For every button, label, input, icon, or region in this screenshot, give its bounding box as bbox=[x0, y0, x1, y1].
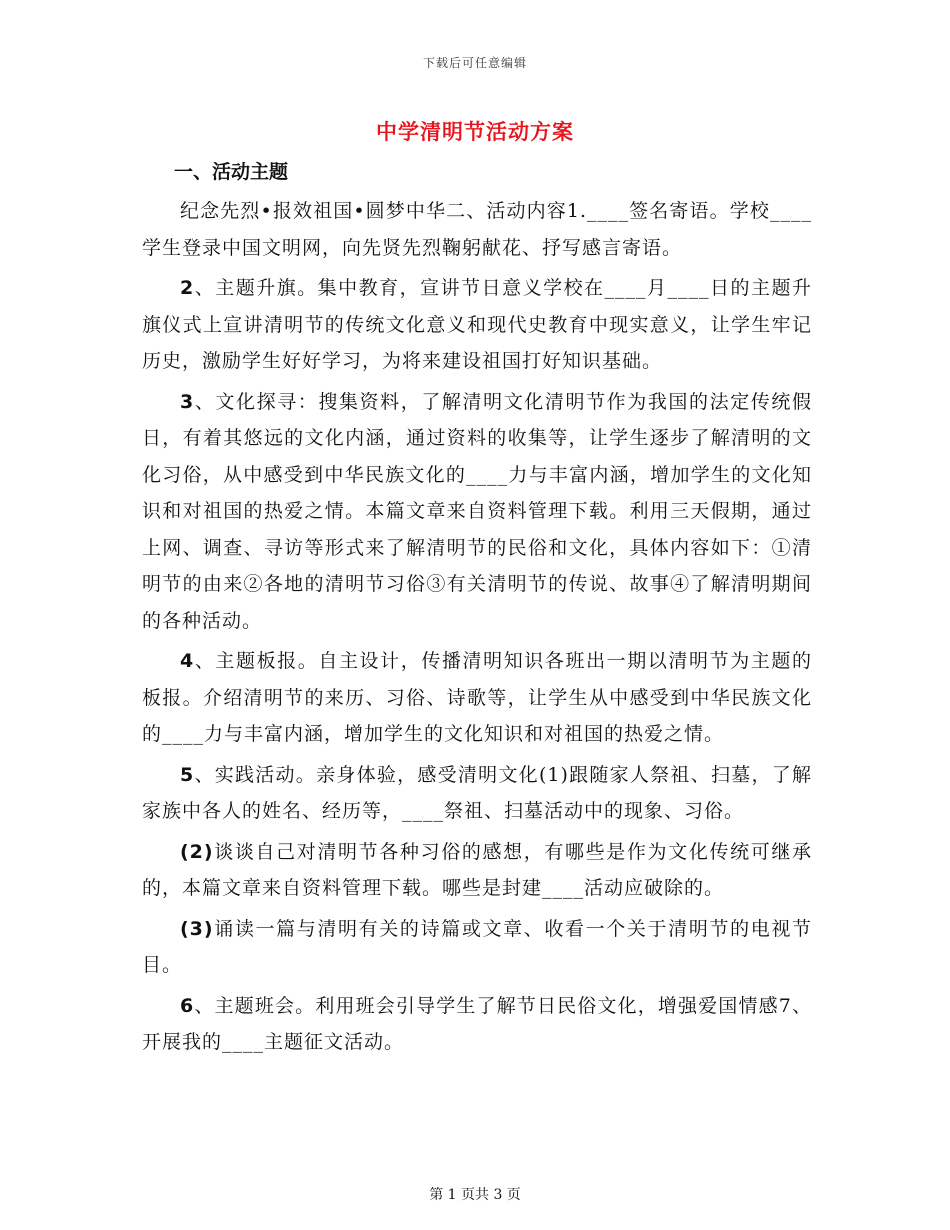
paragraph-text: 、实践活动。亲身体验，感受清明文化(1)跟随家人祭祖、扫墓，了解家族中各人的姓名、经历等，____祭祖、扫墓活动中的现象、习俗。 bbox=[142, 763, 812, 822]
paragraph-text: 、主题班会。利用班会引导学生了解节日民俗文化，增强爱国情感7、开展我的____主题征文活动。 bbox=[142, 994, 812, 1053]
page-number-footer: 第 1 页共 3 页 bbox=[429, 1187, 521, 1203]
paragraph-number: (2) bbox=[180, 840, 214, 863]
paragraph-3 bbox=[142, 384, 812, 640]
paragraph-5 bbox=[142, 757, 812, 830]
paragraph-number: 5 bbox=[180, 763, 195, 786]
paragraph-2 bbox=[142, 270, 812, 380]
paragraph-text: 纪念先烈•报效祖国•圆梦中华二、活动内容1.____签名寄语。学校____学生登录中国文明网，向先贤先烈鞠躬献花、抒写感言寄语。 bbox=[142, 200, 812, 259]
paragraph-text: 诵读一篇与清明有关的诗篇或文章、收看一个关于清明节的电视节目。 bbox=[142, 917, 812, 976]
paragraph-number: 6 bbox=[180, 994, 195, 1017]
paragraph-number: 2 bbox=[180, 277, 195, 299]
paragraph-text: 谈谈自己对清明节各种习俗的感想，有哪些是作为文化传统可继承的，本篇文章来自资料管理下载。哪些是封建____活动应破除的。 bbox=[142, 840, 812, 899]
paragraph-number: (3) bbox=[180, 917, 214, 940]
document-title: 中学清明节活动方案 bbox=[376, 119, 574, 144]
paragraph-7 bbox=[142, 911, 812, 984]
paragraph-8 bbox=[142, 988, 812, 1061]
paragraph-text: 、主题板报。自主设计，传播清明知识各班出一期以清明节为主题的板报。介绍清明节的来历、习俗、诗歌等，让学生从中感受到中华民族文化的____力与丰富内涵，增加学生的文化知识和对祖国的热爱之情。 bbox=[142, 650, 812, 745]
header-note: 下载后可任意编辑 bbox=[422, 56, 527, 70]
paragraph-number: 3 bbox=[180, 390, 195, 413]
paragraph-number: 4 bbox=[180, 650, 195, 672]
paragraph-4 bbox=[142, 643, 812, 753]
paragraph-text: 、主题升旗。集中教育，宣讲节日意义学校在____月____日的主题升旗仪式上宣讲清明节的传统文化意义和现代史教育中现实意义，让学生牢记历史，激励学生好好学习，为将来建设祖国打好知识基础。 bbox=[142, 277, 812, 372]
paragraph-6 bbox=[142, 834, 812, 907]
document-body bbox=[142, 156, 812, 1065]
paragraph-1 bbox=[142, 193, 812, 266]
section-heading: 一、活动主题 bbox=[174, 161, 289, 183]
paragraph-text: 、文化探寻：搜集资料，了解清明文化清明节作为我国的法定传统假日，有着其悠远的文化内涵，通过资料的收集等，让学生逐步了解清明的文化习俗，从中感受到中华民族文化的____力与丰富内涵，增加学生的文化知识和对祖国的热爱之情。本篇文章来自资料管理下载。利用三天假期，通过上网、调查、寻访等形式来了解清明节的民俗和文化，具体内容如下：①清明节的由来②各地的清明节习俗③有关清明节的传说、故事④了解清明期间的各种活动。 bbox=[142, 390, 812, 632]
